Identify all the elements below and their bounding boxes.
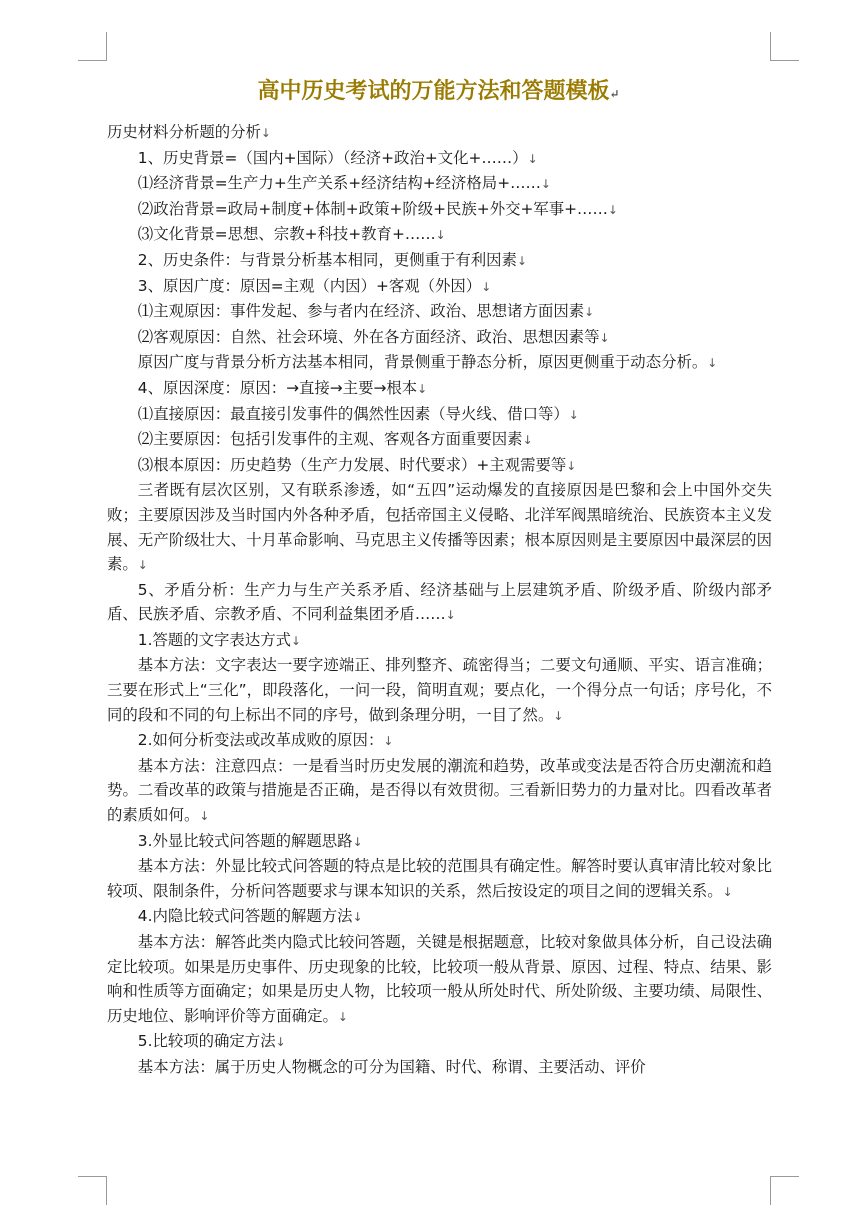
paragraph-mark-icon: ↓ (417, 381, 428, 396)
paragraph-mark-icon: ↓ (607, 202, 618, 217)
paragraph-mark-icon: ↓ (352, 910, 363, 925)
paragraph-mark-icon: ↓ (599, 330, 610, 345)
paragraph-mark-icon: ↓ (435, 228, 446, 243)
document-body[interactable] (107, 120, 772, 1080)
paragraph-mark-icon: ↓ (445, 608, 456, 623)
paragraph: 3、原因广度：原因=主观（内因）+客观（外因）↓ (137, 276, 492, 295)
paragraph: 2、历史条件：与背景分析基本相同，更侧重于有利因素↓ (137, 250, 528, 269)
paragraph: 4.内隐比较式问答题的解题方法↓ (137, 907, 363, 926)
crop-mark-bottom-left (78, 1176, 107, 1205)
paragraph: 5.比较项的确定方法↓ (137, 1032, 286, 1051)
paragraph: ⑴经济背景=生产力+生产关系+经济结构+经济格局+……↓ (137, 174, 551, 193)
paragraph: 5、矛盾分析：生产力与生产关系矛盾、经济基础与上层建筑矛盾、阶级矛盾、阶级内部矛盾、民族矛盾、宗教矛盾、不同利益集团矛盾……↓ (107, 580, 772, 624)
paragraph-mark-icon: ↓ (291, 633, 302, 648)
paragraph: 原因广度与背景分析方法基本相同，背景侧重于静态分析，原因更侧重于动态分析。↓ (137, 353, 718, 372)
paragraph: 基本方法：属于历史人物概念的可分为国籍、时代、称谓、主要活动、评价 (137, 1057, 646, 1076)
paragraph-mark-icon: ↓ (352, 834, 363, 849)
paragraph-mark-icon: ↓ (260, 126, 271, 140)
paragraph: 基本方法：解答此类内隐式比较问答题，关键是根据题意，比较对象做具体分析，自己设法确定比较项。如果是历史事件、历史现象的比较，比较项一般从背景、原因、过程、特点、结果、影响和性质等方面确定；如果是历史人物，比较项一般从所处时代、所处阶级、主要功绩、局限性、历史地位、影响评价等方面确定。↓ (107, 933, 772, 1025)
paragraph: 2.如何分析变法或改革成败的原因：↓ (137, 731, 394, 750)
paragraph-mark-icon: ↓ (568, 407, 579, 422)
paragraph-mark-icon: ↓ (707, 356, 718, 371)
paragraph-heading: 历史材料分析题的分析↓ (107, 123, 271, 141)
paragraph-mark-icon: ↓ (516, 253, 528, 268)
paragraph: 1.答题的文字表达方式↓ (137, 630, 302, 649)
paragraph: ⑴主观原因：事件发起、参与者内在经济、政治、思想诸方面因素↓ (137, 302, 595, 321)
paragraph: ⑵客观原因：自然、社会环境、外在各方面经济、政治、思想因素等↓ (137, 327, 610, 346)
paragraph-mark-icon: ↓ (275, 1035, 286, 1050)
paragraph-mark-icon: ↓ (566, 458, 577, 473)
paragraph-mark-icon: ↓ (137, 558, 148, 573)
paragraph: ⑴直接原因：最直接引发事件的偶然性因素（导火线、借口等）↓ (137, 404, 579, 423)
paragraph-mark-icon: ↓ (199, 809, 210, 824)
paragraph: ⑵政治背景=政局+制度+体制+政策+阶级+民族+外交+军事+……↓ (137, 199, 618, 218)
paragraph: 4、原因深度：原因：→直接→主要→根本↓ (137, 378, 428, 397)
paragraph: 1、历史背景=（国内+国际）（经济+政治+文化+……）↓ (137, 148, 538, 167)
paragraph-mark-icon: ↓ (553, 708, 564, 723)
crop-mark-top-right (770, 32, 799, 61)
paragraph-mark-icon: ↓ (481, 279, 492, 294)
paragraph: 基本方法：文字表达一要字迹端正、排列整齐、疏密得当；二要文句通顺、平实、语言准确；三要在形式上“三化”，即段落化，一问一段，简明直观；要点化，一个得分点一句话；序号化，不同的段和不同的句上标出不同的序号，做到条理分明，一目了然。↓ (107, 656, 772, 724)
paragraph-mark-icon: ↵ (609, 87, 620, 101)
paragraph-mark-icon: ↓ (383, 734, 394, 749)
crop-mark-bottom-right (770, 1176, 799, 1205)
paragraph-mark-icon: ↓ (540, 177, 551, 192)
paragraph: 基本方法：注意四点：一是看当时历史发展的潮流和趋势，改革或变法是否符合历史潮流和趋势。二看改革的政策与措施是否正确，是否得以有效贯彻。三看新旧势力的力量对比。四看改革者的素质如何。↓ (107, 756, 772, 825)
paragraph-mark-icon: ↓ (722, 884, 733, 899)
paragraph-mark-icon: ↓ (337, 1009, 348, 1024)
paragraph: ⑵主要原因：包括引发事件的主观、客观各方面重要因素↓ (137, 430, 533, 449)
paragraph-mark-icon: ↓ (522, 433, 533, 448)
paragraph-mark-icon: ↓ (584, 305, 595, 320)
paragraph: 3.外显比较式问答题的解题思路↓ (137, 831, 363, 850)
paragraph: 三者既有层次区别，又有联系渗透，如“五四”运动爆发的直接原因是巴黎和会上中国外交失败；主要原因涉及当时国内外各种矛盾，包括帝国主义侵略、北洋军阀黑暗统治、民族资本主义发展、无产阶级壮大、十月革命影响、马克思主义传播等因素；根本原因则是主要原因中最深层的因素。↓ (107, 481, 772, 574)
paragraph: ⑶文化背景=思想、宗教+科技+教育+……↓ (137, 225, 446, 244)
document-title: 高中历史考试的万能方法和答题模板↵ (257, 78, 620, 104)
paragraph-mark-icon: ↓ (527, 151, 538, 166)
paragraph: 基本方法：外显比较式问答题的特点是比较的范围具有确定性。解答时要认真审清比较对象比较项、限制条件，分析问答题要求与课本知识的关系，然后按设定的项目之间的逻辑关系。↓ (107, 857, 772, 900)
crop-mark-top-left (78, 32, 107, 61)
paragraph: ⑶根本原因：历史趋势（生产力发展、时代要求）+主观需要等↓ (137, 455, 577, 474)
